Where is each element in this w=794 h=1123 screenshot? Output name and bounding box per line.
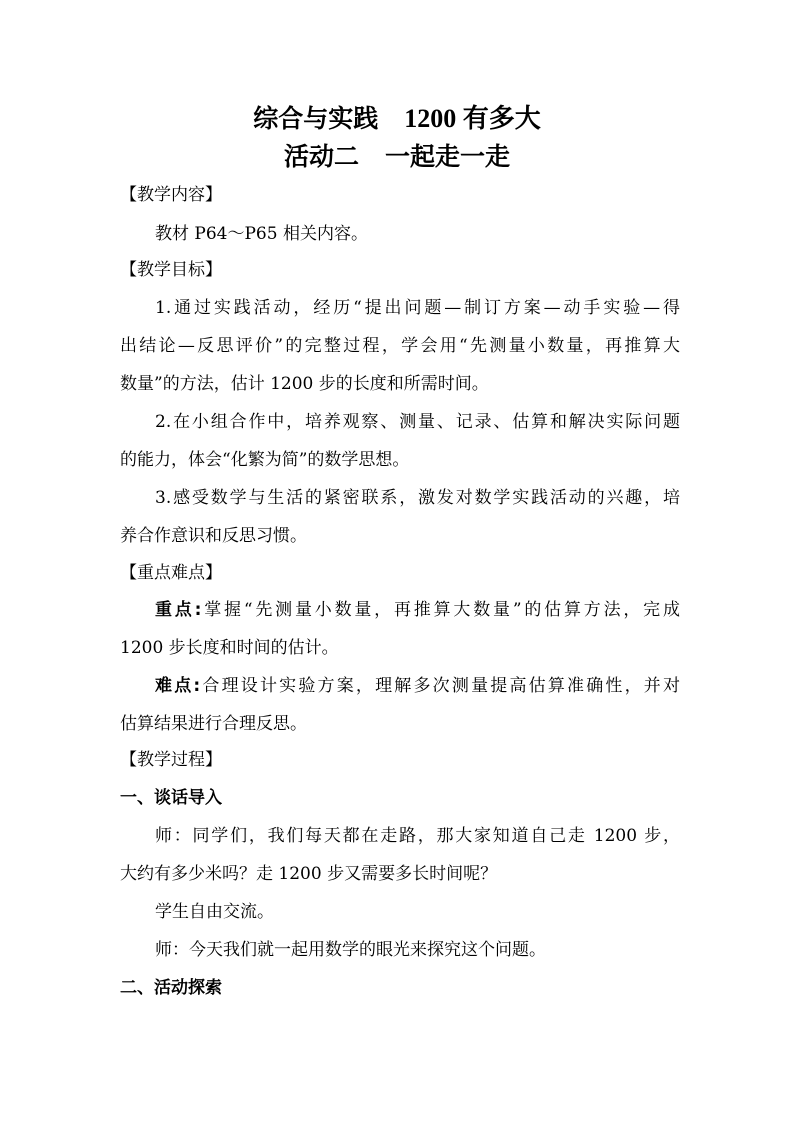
goal-1-line-2: 出结论—反思评价”的完整过程，学会用“先测量小数量，再推算大 <box>120 336 680 356</box>
students-discussion: 学生自由交流。 <box>155 902 274 922</box>
title-line-1 <box>0 102 794 136</box>
key-point-line-2: 1200 步长度和时间的估计。 <box>120 638 339 658</box>
content-text: 教材 P64～P65 相关内容。 <box>155 224 368 244</box>
title-line-2 <box>0 140 794 174</box>
goal-3-line-2: 养合作意识和反思习惯。 <box>120 526 307 546</box>
teacher-intro-line-3: 师：今天我们就一起用数学的眼光来探究这个问题。 <box>155 940 546 960</box>
part-1-heading: 一、谈话导入 <box>120 788 222 808</box>
key-point-label: 重点: <box>155 600 202 620</box>
goal-2-line-1: 2.在小组合作中，培养观察、测量、记录、估算和解决实际问题 <box>155 412 680 432</box>
title-topic: 综合与实践 <box>253 104 379 133</box>
title-activity-name: 一起走一走 <box>385 142 511 171</box>
difficulty-label: 难点: <box>155 676 201 696</box>
goal-1-line-3: 数量”的方法，估计 1200 步的长度和所需时间。 <box>120 374 489 394</box>
key-point-line-1 <box>155 598 680 622</box>
goal-1-line-1: 1.通过实践活动，经历“提出问题—制订方案—动手实验—得 <box>155 298 680 318</box>
heading-content: 【教学内容】 <box>120 185 222 205</box>
part-2-heading: 二、活动探索 <box>120 978 222 998</box>
goal-3-line-1: 3.感受数学与生活的紧密联系，激发对数学实践活动的兴趣，培 <box>155 488 680 508</box>
difficulty-line-2: 估算结果进行合理反思。 <box>120 714 307 734</box>
teacher-intro-line-1: 师：同学们，我们每天都在走路，那大家知道自己走 1200 步， <box>155 826 680 846</box>
difficulty-line-1 <box>155 674 680 698</box>
heading-goals: 【教学目标】 <box>120 260 222 280</box>
heading-process: 【教学过程】 <box>120 750 222 770</box>
goal-2-line-2: 的能力，体会“化繁为简”的数学思想。 <box>120 450 410 470</box>
heading-keypoints: 【重点难点】 <box>120 563 222 583</box>
title-subject: 1200 有多大 <box>404 104 541 133</box>
teacher-intro-line-2: 大约有多少米吗？走 1200 步又需要多长时间呢？ <box>120 864 498 884</box>
key-point-text: 掌握“先测量小数量，再推算大数量”的估算方法，完成 <box>201 600 680 620</box>
difficulty-text: 合理设计实验方案，理解多次测量提高估算准确性，并对 <box>200 676 680 696</box>
title-activity: 活动二 <box>283 142 359 171</box>
